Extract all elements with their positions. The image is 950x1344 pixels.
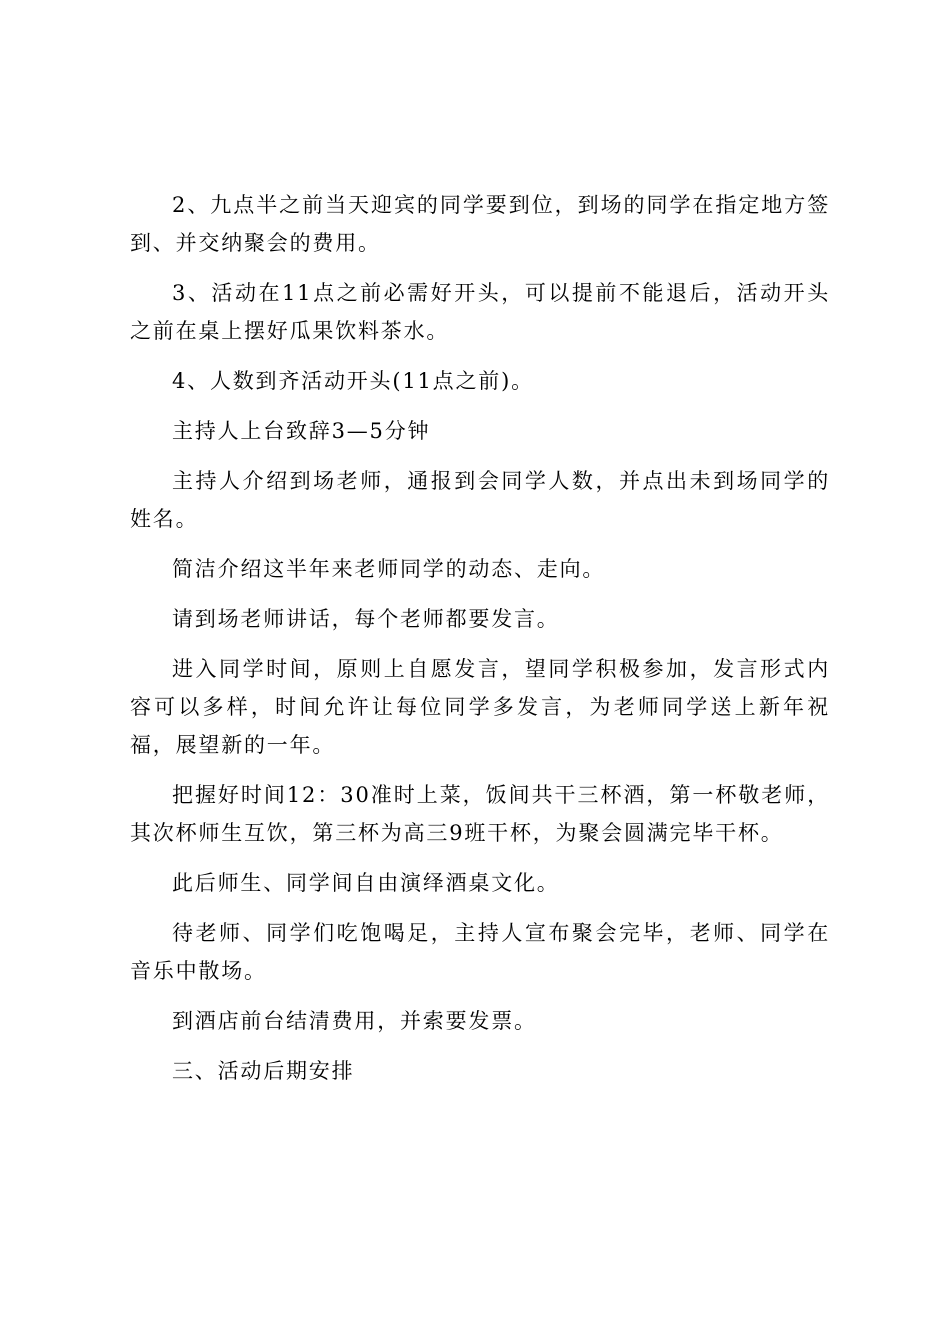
paragraph-teacher-speech: 请到场老师讲话，每个老师都要发言。 [172,607,560,631]
paragraph-host-introduction: 主持人介绍到场老师，通报到会同学人数，并点出未到场同学的姓名。 [130,469,830,531]
paragraph-attendance: 4、人数到齐活动开头(11点之前)。 [172,369,534,393]
paragraph-closing: 待老师、同学们吃饱喝足，主持人宣布聚会完毕，老师、同学在音乐中散场。 [130,921,830,983]
paragraph-table-culture: 此后师生、同学间自由演绎酒桌文化。 [172,871,560,895]
paragraph-student-time: 进入同学时间，原则上自愿发言，望同学积极参加，发言形式内容可以多样，时间允许让每位同学多发言，为老师同学送上新年祝福，展望新的一年。 [130,657,830,757]
section-heading-later-arrangements: 三、活动后期安排 [172,1059,355,1083]
paragraph-checkin: 2、九点半之前当天迎宾的同学要到位，到场的同学在指定地方签到、并交纳聚会的费用。 [130,193,830,255]
paragraph-host-speech: 主持人上台致辞3—5分钟 [172,419,431,443]
document-body [130,186,830,1102]
paragraph-start-time: 3、活动在11点之前必需好开头，可以提前不能退后，活动开头之前在桌上摆好瓜果饮料茶水。 [130,281,830,343]
paragraph-brief-update: 简洁介绍这半年来老师同学的动态、走向。 [172,557,606,581]
paragraph-payment: 到酒店前台结清费用，并索要发票。 [172,1009,537,1033]
paragraph-meal-toasts: 把握好时间12：30准时上菜，饭间共干三杯酒，第一杯敬老师，其次杯师生互饮，第三杯为高三9班干杯，为聚会圆满完毕干杯。 [130,783,830,845]
